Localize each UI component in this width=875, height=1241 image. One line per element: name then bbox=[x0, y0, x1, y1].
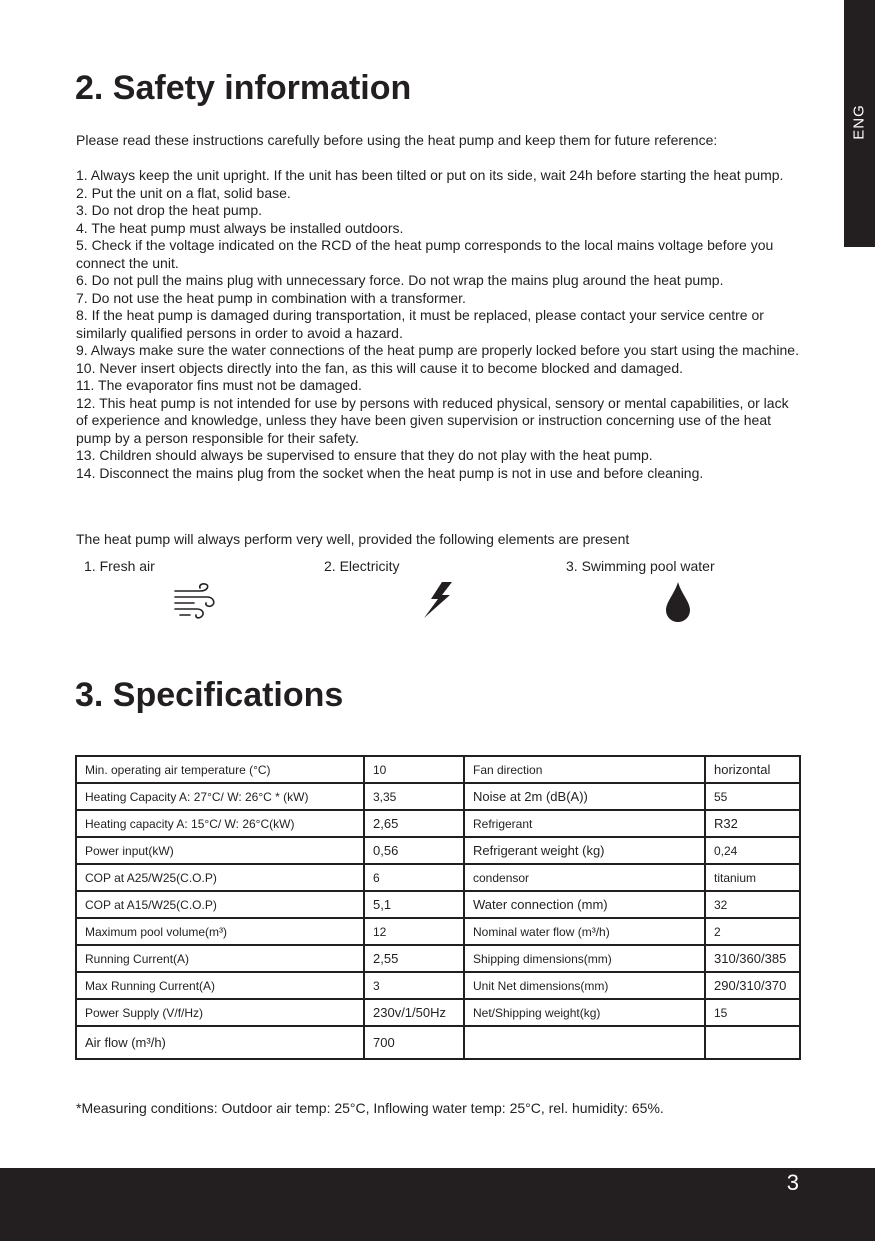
safety-item: 2. Put the unit on a flat, solid base. bbox=[76, 184, 291, 201]
safety-item: 3. Do not drop the heat pump. bbox=[76, 202, 263, 218]
safety-item: 12. This heat pump is not intended for use by persons with reduced physical, sensory or mental capabilities, or lack of experience and knowledge, unless they have been given supervision or instruction concerning use of the heat pump by a person responsible for their safety. bbox=[76, 394, 789, 446]
spec-label: Running Current(A) bbox=[76, 945, 364, 972]
language-tab bbox=[844, 0, 875, 247]
safety-item: 13. Children should always be supervised to ensure that they do not play with the heat pump. bbox=[76, 447, 653, 463]
footer-bar bbox=[0, 1168, 875, 1241]
safety-item: 6. Do not pull the mains plug with unnecessary force. Do not wrap the mains plug around the heat pump. bbox=[76, 272, 724, 288]
spec-value: R32 bbox=[705, 810, 800, 837]
table-row bbox=[76, 1026, 800, 1059]
safety-item: 10. Never insert objects directly into the fan, as this will cause it to become blocked and damaged. bbox=[76, 359, 683, 376]
specifications-table bbox=[75, 755, 801, 1060]
wind-icon bbox=[172, 582, 218, 622]
element-label-pool-water: 3. Swimming pool water bbox=[566, 558, 715, 574]
table-row bbox=[76, 810, 800, 837]
spec-value: 3 bbox=[364, 972, 464, 999]
spec-label: Refrigerant weight (kg) bbox=[464, 837, 705, 864]
spec-value: 6 bbox=[364, 864, 464, 891]
lightning-icon bbox=[420, 580, 456, 620]
spec-value: horizontal bbox=[705, 756, 800, 783]
measuring-conditions-footnote: *Measuring conditions: Outdoor air temp: 25°C, Inflowing water temp: 25°C, rel. humidity: 65%. bbox=[76, 1100, 664, 1116]
table-row bbox=[76, 945, 800, 972]
spec-label: Power input(kW) bbox=[76, 837, 364, 864]
spec-value: 230v/1/50Hz bbox=[364, 999, 464, 1026]
table-row bbox=[76, 918, 800, 945]
safety-item: 8. If the heat pump is damaged during transportation, it must be replaced, please contact your service centre or similarly qualified persons in order to avoid a hazard. bbox=[76, 307, 764, 341]
water-drop-icon bbox=[664, 580, 692, 624]
spec-value: 0,56 bbox=[364, 837, 464, 864]
spec-label: Unit Net dimensions(mm) bbox=[464, 972, 705, 999]
spec-value: 15 bbox=[705, 999, 800, 1026]
spec-label: Refrigerant bbox=[464, 810, 705, 837]
spec-label: Maximum pool volume(m³) bbox=[76, 918, 364, 945]
spec-value: 12 bbox=[364, 918, 464, 945]
spec-value: 700 bbox=[364, 1026, 464, 1059]
table-row bbox=[76, 837, 800, 864]
spec-value bbox=[705, 1026, 800, 1059]
safety-item: 5. Check if the voltage indicated on the RCD of the heat pump corresponds to the local mains voltage before you connect the unit. bbox=[76, 237, 774, 271]
spec-label: Fan direction bbox=[464, 756, 705, 783]
spec-label: Air flow (m³/h) bbox=[76, 1026, 364, 1059]
spec-label: COP at A25/W25(C.O.P) bbox=[76, 864, 364, 891]
spec-label: condensor bbox=[464, 864, 705, 891]
spec-value: 3,35 bbox=[364, 783, 464, 810]
table-row bbox=[76, 864, 800, 891]
spec-label: Heating capacity A: 15°C/ W: 26°C(kW) bbox=[76, 810, 364, 837]
element-label-electricity: 2. Electricity bbox=[324, 558, 400, 574]
table-row bbox=[76, 972, 800, 999]
page-number: 3 bbox=[786, 1170, 799, 1195]
spec-label: Min. operating air temperature (°C) bbox=[76, 756, 364, 783]
spec-value: 2 bbox=[705, 918, 800, 945]
spec-label bbox=[464, 1026, 705, 1059]
table-row bbox=[76, 891, 800, 918]
safety-item: 11. The evaporator fins must not be damaged. bbox=[76, 377, 362, 393]
specifications-heading: 3. Specifications bbox=[75, 676, 344, 714]
safety-heading: 2. Safety information bbox=[75, 69, 412, 107]
spec-value: 310/360/385 bbox=[705, 945, 800, 972]
spec-label: Power Supply (V/f/Hz) bbox=[76, 999, 364, 1026]
spec-value: 2,65 bbox=[364, 810, 464, 837]
spec-value: 2,55 bbox=[364, 945, 464, 972]
spec-label: Heating Capacity A: 27°C/ W: 26°C * (kW) bbox=[76, 783, 364, 810]
spec-value: titanium bbox=[705, 864, 800, 891]
safety-list bbox=[76, 167, 802, 482]
spec-value: 32 bbox=[705, 891, 800, 918]
spec-value: 0,24 bbox=[705, 837, 800, 864]
spec-value: 290/310/370 bbox=[705, 972, 800, 999]
safety-intro: Please read these instructions carefully before using the heat pump and keep them for future reference: bbox=[76, 132, 718, 148]
spec-label: Water connection (mm) bbox=[464, 891, 705, 918]
language-tab-label: ENG bbox=[850, 104, 868, 140]
spec-label: Nominal water flow (m³/h) bbox=[464, 918, 705, 945]
spec-value: 55 bbox=[705, 783, 800, 810]
safety-item: 1. Always keep the unit upright. If the unit has been tilted or put on its side, wait 24h before starting the heat pump. bbox=[76, 167, 784, 183]
spec-value: 5,1 bbox=[364, 891, 464, 918]
safety-item: 14. Disconnect the mains plug from the socket when the heat pump is not in use and before cleaning. bbox=[76, 464, 704, 481]
spec-label: Shipping dimensions(mm) bbox=[464, 945, 705, 972]
spec-label: COP at A15/W25(C.O.P) bbox=[76, 891, 364, 918]
element-label-fresh-air: 1. Fresh air bbox=[84, 558, 155, 574]
spec-label: Noise at 2m (dB(A)) bbox=[464, 783, 705, 810]
spec-value: 10 bbox=[364, 756, 464, 783]
safety-item: 4. The heat pump must always be installed outdoors. bbox=[76, 219, 404, 236]
safety-item: 9. Always make sure the water connections of the heat pump are properly locked before you start using the machine. bbox=[76, 342, 799, 358]
table-row bbox=[76, 756, 800, 783]
safety-item: 7. Do not use the heat pump in combination with a transformer. bbox=[76, 289, 466, 306]
table-row bbox=[76, 783, 800, 810]
spec-label: Max Running Current(A) bbox=[76, 972, 364, 999]
table-row bbox=[76, 999, 800, 1026]
perform-text: The heat pump will always perform very well, provided the following elements are present bbox=[76, 531, 630, 547]
spec-label: Net/Shipping weight(kg) bbox=[464, 999, 705, 1026]
